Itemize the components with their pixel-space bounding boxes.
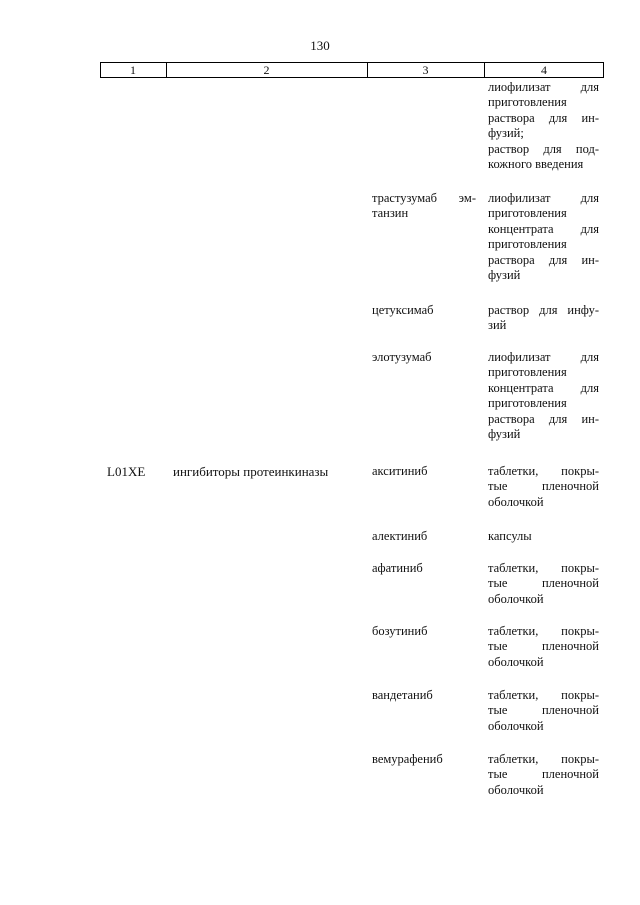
drug-name-line: элотузумаб [372,350,432,364]
dosage-form-line: приготовления [488,206,567,221]
group-name: ингибиторы протеинкиназы [173,464,329,479]
drug-name [372,688,476,703]
header-col-1: 1 [130,63,136,77]
dosage-form-line: концентрата для [488,221,599,236]
dosage-form [488,688,599,734]
page-number: 130 [310,38,330,53]
header-col-2: 2 [263,63,270,77]
table-header [100,62,604,78]
dosage-form-line: приготовления [488,396,567,411]
dosage-form [488,303,599,334]
drug-name-line: трастузумаб эм- [372,191,476,205]
drug-name-line: бозутиниб [372,624,428,638]
dosage-form-line: оболочкой [488,718,544,733]
dosage-form-line: фузий [488,268,521,283]
dosage-form-line: раствор для под- [488,142,599,156]
drug-name [372,529,476,544]
drug-name-line: вандетаниб [372,688,433,702]
dosage-form-line: приготовления [488,365,567,380]
dosage-form-line: оболочкой [488,654,544,669]
dosage-form-line: лиофилизат для [488,191,599,205]
dosage-form-line: раствора для ин- [488,411,599,426]
dosage-form-line: таблетки, покры- [488,688,599,702]
dosage-form-line: тые пленочной [488,639,599,654]
dosage-form-line: раствора для ин- [488,110,599,125]
drug-name-line: вемурафениб [372,752,443,766]
dosage-form-line: оболочкой [488,782,544,797]
drug-name-line: афатиниб [372,561,423,575]
dosage-form-line: тые пленочной [488,703,599,718]
dosage-form-line: раствора для ин- [488,252,599,267]
dosage-form [488,80,599,142]
dosage-form [488,561,599,607]
drug-name-line: алектиниб [372,529,428,543]
dosage-form [488,191,599,283]
dosage-form-line: таблетки, покры- [488,624,599,638]
drug-name-line: танзин [372,206,409,221]
dosage-form-line: таблетки, покры- [488,752,599,766]
dosage-form-line: фузий; [488,126,524,141]
dosage-form-line: приготовления [488,95,567,110]
dosage-form [488,752,599,798]
dosage-form-line: оболочкой [488,591,544,606]
dosage-form-line: таблетки, покры- [488,561,599,575]
dosage-form [488,529,599,544]
dosage-form-line: фузий [488,427,521,442]
dosage-form-line: раствор для инфу- [488,303,599,317]
drug-name [372,624,476,639]
dosage-form-line: кожного введения [488,157,584,172]
atc-code: L01XE [107,464,146,479]
dosage-form-line: капсулы [488,529,532,543]
dosage-form-line: зий [488,318,507,333]
drug-name [372,752,476,767]
dosage-form-line: таблетки, покры- [488,464,599,478]
drug-name-line: акситиниб [372,464,428,478]
dosage-form [488,350,599,442]
drug-name [372,303,476,318]
dosage-form-line: оболочкой [488,494,544,509]
dosage-form-line: тые пленочной [488,479,599,494]
drug-name [372,350,476,365]
drug-name [372,464,476,479]
drug-name [372,561,476,576]
dosage-form-line: приготовления [488,237,567,252]
dosage-form [488,464,599,510]
dosage-form-line: тые пленочной [488,576,599,591]
dosage-form-line: концентрата для [488,380,599,395]
header-col-4: 4 [541,63,547,77]
dosage-form [488,142,599,173]
drug-name-line: цетуксимаб [372,303,434,317]
dosage-form-line: тые пленочной [488,767,599,782]
drug-name [372,191,476,222]
dosage-form-line: лиофилизат для [488,350,599,364]
dosage-form-line: лиофилизат для [488,80,599,94]
dosage-form [488,624,599,670]
header-col-3: 3 [422,63,429,77]
